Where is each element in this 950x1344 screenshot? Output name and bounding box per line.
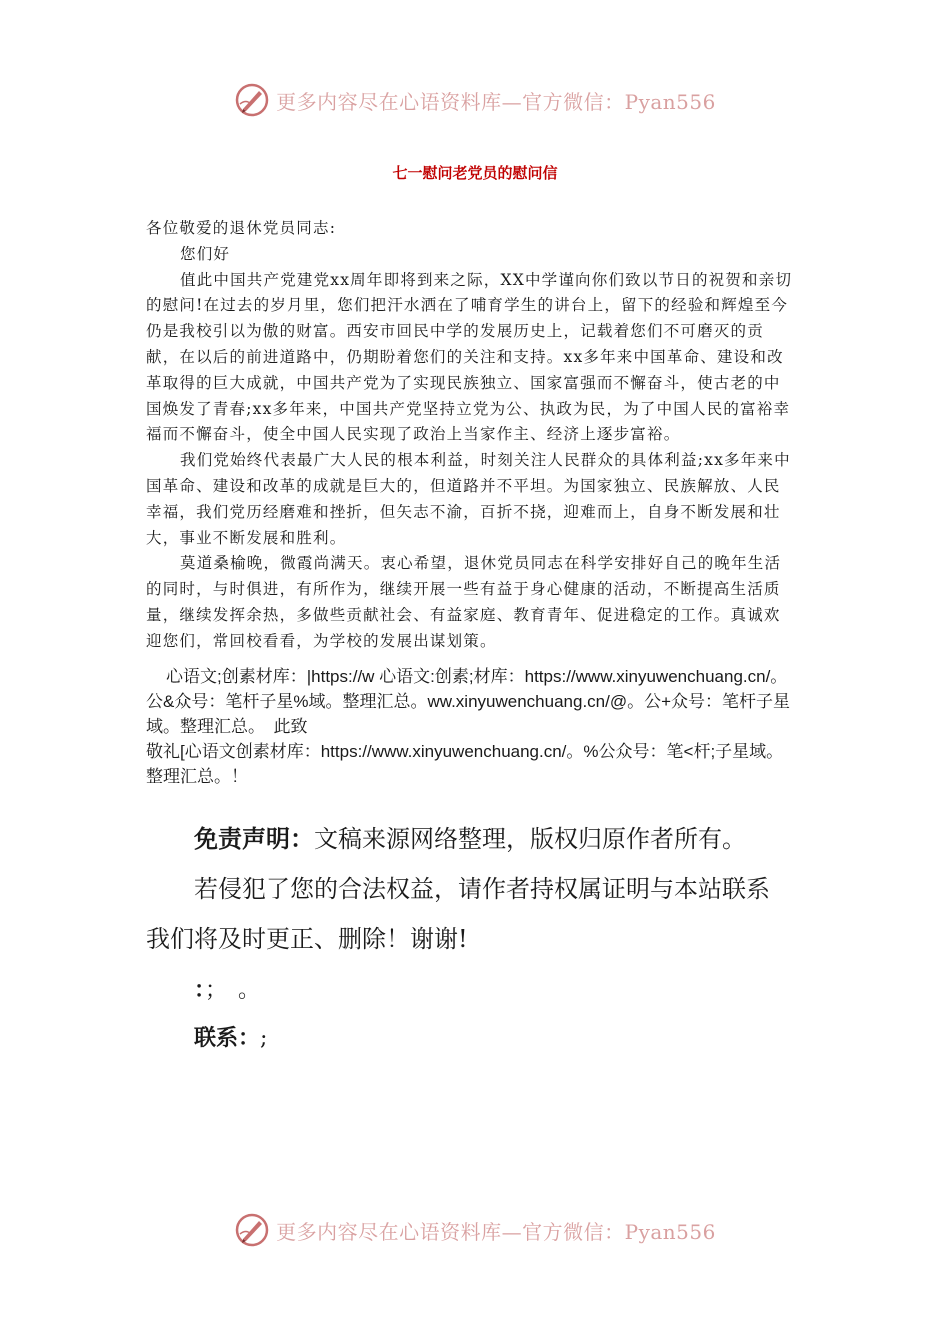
banner-text: 更多内容尽在心语资料库—官方微信：Pyan556: [276, 89, 716, 114]
disclaimer-line: 我们将及时更正、删除！谢谢!: [146, 925, 468, 953]
footer-banner: [0, 1212, 950, 1248]
salutation: 各位敬爱的退休党员同志:: [146, 219, 337, 237]
footer-line: 敬礼[心语文创素材库：https://www.xinyuwenchuang.cn/。%公众号：笔<杆;子星域。整理汇总。！: [146, 742, 784, 786]
footer-line: 心语文;创素材库：|https://w 心语文:创素;材库：https://www.xinyuwenchuang.cn/。公&众号：笔杆子星%域。整理汇总。ww.xinyuwenchuang.cn/@。公+众号：笔杆子星域。整理汇总。 此致: [146, 667, 791, 736]
contact-text: ;: [260, 1026, 268, 1051]
disclaimer-label: ：: [194, 978, 206, 1003]
pen-logo-icon: [234, 1212, 270, 1248]
letter-body: [146, 216, 794, 655]
contact-line: [194, 1022, 864, 1056]
header-banner: [0, 82, 950, 118]
banner-text: 更多内容尽在心语资料库—官方微信：Pyan556: [276, 1219, 716, 1244]
disclaimer-line: [194, 822, 864, 856]
disclaimer-label: 免责声明：: [194, 825, 314, 853]
paragraph: 莫道桑榆晚，微霞尚满天。衷心希望，退休党员同志在科学安排好自己的晚年生活的同时，与时俱进，有所作为，继续开展一些有益于身心健康的活动，不断提高生活质量，继续发挥余热，多做些贡献社会、有益家庭、教育青年、促进稳定的工作。真诚欢迎您们，常回校看看，为学校的发展出谋划策。: [146, 554, 782, 650]
disclaimer-line: 若侵犯了您的合法权益，请作者持权属证明与本站联系: [194, 875, 770, 903]
paragraph: 我们党始终代表最广大人民的根本利益，时刻关注人民群众的具体利益;xx多年来中国革命、建设和改革的成就是巨大的，但道路并不平坦。为国家独立、民族解放、人民幸福，我们党历经磨难和挫折，但矢志不渝，百折不挠，迎难而上，自身不断发展和壮大，事业不断发展和胜利。: [146, 451, 791, 547]
disclaimer-text: 文稿来源网络整理，版权归原作者所有。: [314, 825, 746, 853]
source-footer: [146, 664, 794, 789]
paragraph: 值此中国共产党建党xx周年即将到来之际，XX中学谨向你们致以节日的祝贺和亲切的慰问!在过去的岁月里，您们把汗水洒在了哺育学生的讲台上，留下的经验和辉煌至今仍是我校引以为傲的财富。西安市回民中学的发展历史上，记载着您们不可磨灭的贡献，在以后的前进道路中，仍期盼着您们的关注和支持。xx多年来中国革命、建设和改革取得的巨大成就，中国共产党为了实现民族独立、国家富强而不懈奋斗，使古老的中国焕发了青春;xx多年来，中国共产党坚持立党为公、执政为民，为了中国人民的富裕幸福而不懈奋斗，使全中国人民实现了政治上当家作主、经济上逐步富裕。: [146, 270, 793, 444]
greeting: 您们好: [180, 244, 231, 263]
disclaimer-text: ； 。: [205, 978, 261, 1003]
disclaimer-line: [194, 974, 864, 1008]
contact-label: 联系：: [194, 1026, 261, 1051]
letter-title: 七一慰问老党员的慰问信: [392, 164, 558, 182]
pen-logo-icon: [234, 82, 270, 118]
